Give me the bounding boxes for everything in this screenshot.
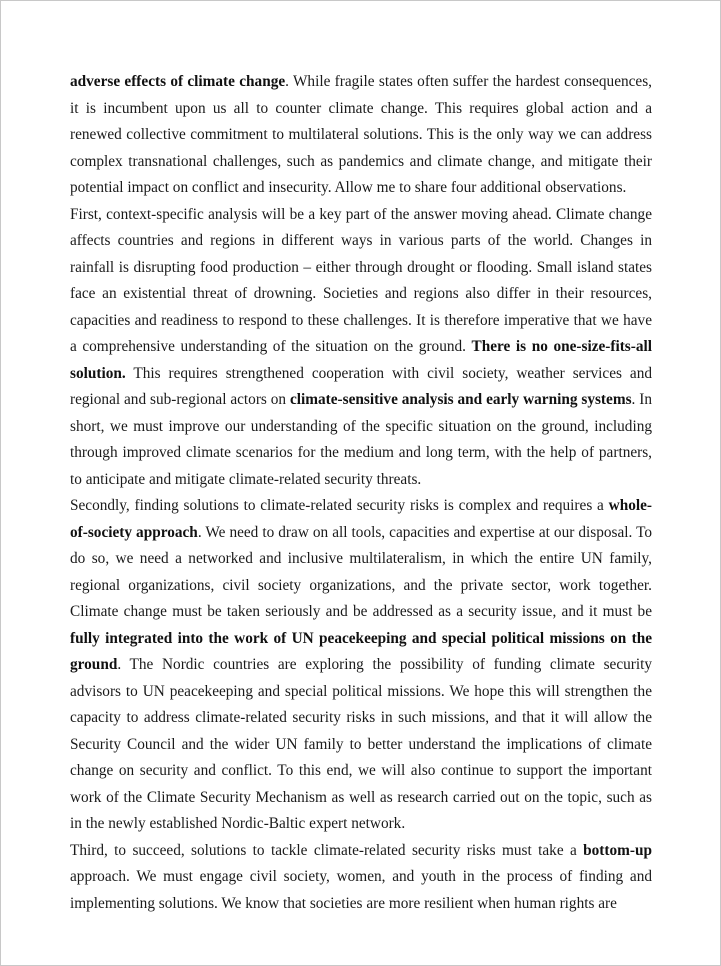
bold-phrase: bottom-up [583, 841, 652, 859]
paragraph-4 [70, 838, 652, 918]
paragraph-2 [70, 202, 652, 494]
document-body [70, 69, 652, 917]
bold-phrase: fully integrated into the work of UN peacekeeping and special political missions on the ground [70, 629, 652, 673]
paragraph-1 [70, 69, 652, 202]
paragraph-text: This requires strengthened cooperation with civil society, weather services and regional and sub-regional actors on [70, 364, 652, 408]
paragraph-text: . The Nordic countries are exploring the possibility of funding climate security advisors to UN peacekeeping and special political missions. We hope this will strengthen the capacity to address climate-related security risks in such missions, and that it will allow the Security Council and the wider UN family to better understand the implications of climate change on security and conflict. To this end, we will also continue to support the important work of the Climate Security Mechanism as well as research carried out on the topic, such as in the newly established Nordic-Baltic expert network. [70, 656, 652, 832]
paragraph-text: . In short, we must improve our understanding of the specific situation on the ground, including through improved climate scenarios for the medium and long term, with the help of partners, to anticipate and mitigate climate-related security threats. [70, 391, 652, 488]
paragraph-text: . While fragile states often suffer the hardest consequences, it is incumbent upon us all to counter climate change. This requires global action and a renewed collective commitment to multilateral solutions. This is the only way we can address complex transnational challenges, such as pandemics and climate change, and mitigate their potential impact on conflict and insecurity. Allow me to share four additional observations. [70, 73, 652, 196]
paragraph-text: approach. We must engage civil society, women, and youth in the process of finding and implementing solutions. We know that societies are more resilient when human rights are [70, 868, 652, 912]
bold-phrase: whole-of-society approach [70, 497, 652, 541]
paragraph-3 [70, 493, 652, 838]
paragraph-text: Third, to succeed, solutions to tackle climate-related security risks must take a [70, 841, 584, 859]
bold-phrase: There is no one-size-fits-all solution. [70, 338, 652, 382]
paragraph-text: . We need to draw on all tools, capacities and expertise at our disposal. To do so, we need a networked and inclusive multilateralism, in which the entire UN family, regional organizations, civil society organizations, and the private sector, work together. Climate change must be taken seriously and be addressed as a security issue, and it must be [70, 523, 653, 620]
bold-phrase: adverse effects of climate change [70, 73, 286, 90]
paragraph-text: Secondly, finding solutions to climate-related security risks is complex and requires a [70, 497, 609, 514]
paragraph-text: First, context-specific analysis will be a key part of the answer moving ahead. Climate change affects countries and regions in different ways in various parts of the world. Changes in rainfall is disrupting food production – either through drought or flooding. Small island states face an existential threat of drowning. Societies and regions also differ in their resources, capacities and readiness to respond to these challenges. It is therefore imperative that we have a comprehensive understanding of the situation on the ground. [70, 205, 652, 355]
bold-phrase: climate-sensitive analysis and early warning systems [289, 391, 632, 408]
